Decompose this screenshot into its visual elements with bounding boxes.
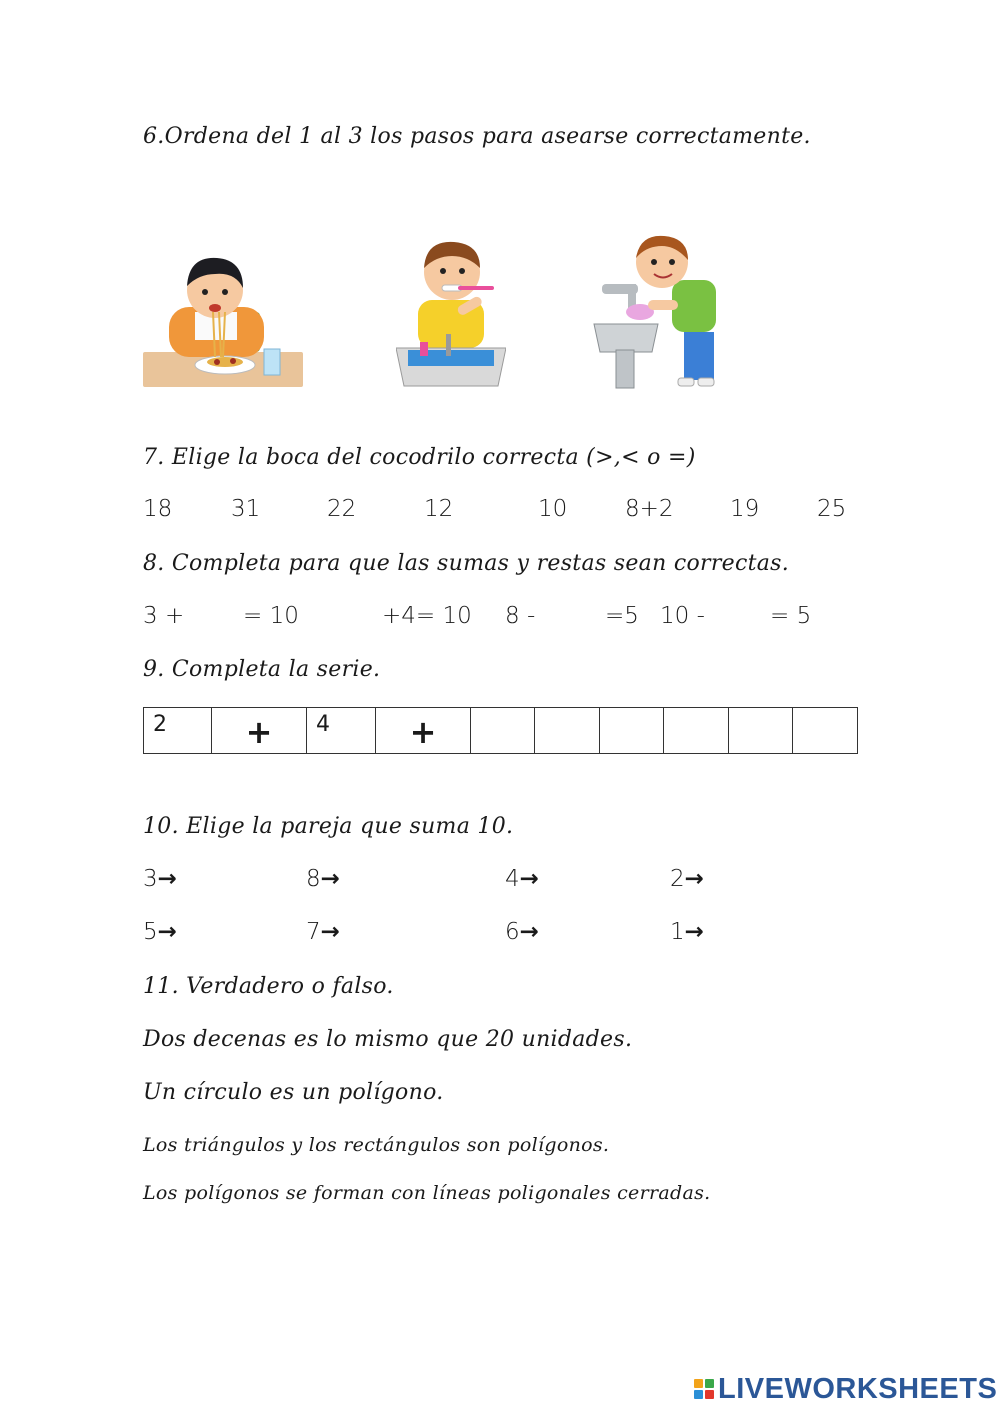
number-item: 22 bbox=[327, 496, 357, 522]
equation-part: =5 bbox=[605, 603, 639, 629]
statement: Los triángulos y los rectángulos son polígonos. bbox=[143, 1134, 610, 1156]
question-8-title: 8. Completa para que las sumas y restas sean correctas. bbox=[143, 551, 790, 576]
pair-item: 4→ bbox=[505, 866, 539, 892]
pair-item: 7→ bbox=[306, 919, 340, 945]
equation-part: 3 + bbox=[143, 603, 185, 629]
question-11-title: 11. Verdadero o falso. bbox=[143, 974, 394, 999]
arrow-right-icon: → bbox=[684, 919, 704, 945]
pair-item: 5→ bbox=[143, 919, 177, 945]
arrow-right-icon: → bbox=[157, 866, 177, 892]
arrow-right-icon: → bbox=[320, 919, 340, 945]
number-item: 31 bbox=[231, 496, 261, 522]
question-9-title: 9. Completa la serie. bbox=[143, 657, 381, 682]
number-item: 12 bbox=[424, 496, 454, 522]
equation-part: = 10 bbox=[243, 603, 299, 629]
logo-mark-icon bbox=[694, 1379, 714, 1399]
equation-part: +4= 10 bbox=[382, 603, 472, 629]
question-6-title: 6.Ordena del 1 al 3 los pasos para asearse correctamente. bbox=[143, 124, 811, 149]
number-item: 25 bbox=[817, 496, 847, 522]
pair-item: 3→ bbox=[143, 866, 177, 892]
series-cell[interactable] bbox=[600, 708, 664, 754]
statement: Los polígonos se forman con líneas poligonales cerradas. bbox=[143, 1182, 711, 1204]
series-cell[interactable] bbox=[664, 708, 729, 754]
boy-eating-icon bbox=[143, 252, 303, 388]
arrow-right-icon: → bbox=[519, 919, 539, 945]
series-cell[interactable]: + bbox=[212, 708, 307, 754]
number-item: 8+2 bbox=[625, 496, 674, 522]
series-table bbox=[143, 707, 858, 754]
arrow-right-icon: → bbox=[519, 866, 539, 892]
statement: Dos decenas es lo mismo que 20 unidades. bbox=[143, 1027, 633, 1052]
pair-item: 2→ bbox=[670, 866, 704, 892]
question-10-title: 10. Elige la pareja que suma 10. bbox=[143, 814, 514, 839]
equation-part: = 5 bbox=[770, 603, 812, 629]
liveworksheets-logo[interactable] bbox=[694, 1372, 997, 1406]
boy-washing-hands-icon bbox=[592, 232, 720, 390]
logo-text: LIVEWORKSHEETS bbox=[718, 1372, 998, 1405]
equation-part: 10 - bbox=[660, 603, 705, 629]
arrow-right-icon: → bbox=[320, 866, 340, 892]
number-item: 19 bbox=[730, 496, 760, 522]
arrow-right-icon: → bbox=[684, 866, 704, 892]
pair-item: 1→ bbox=[670, 919, 704, 945]
series-cell[interactable]: + bbox=[376, 708, 471, 754]
equation-part: 8 - bbox=[505, 603, 536, 629]
series-cell[interactable] bbox=[793, 708, 858, 754]
series-cell[interactable] bbox=[471, 708, 535, 754]
number-item: 10 bbox=[538, 496, 568, 522]
series-cell[interactable]: 2 bbox=[144, 708, 212, 754]
statement: Un círculo es un polígono. bbox=[143, 1080, 444, 1105]
arrow-right-icon: → bbox=[157, 919, 177, 945]
number-item: 18 bbox=[143, 496, 173, 522]
boy-brushing-teeth-icon bbox=[396, 238, 506, 390]
series-cell[interactable] bbox=[729, 708, 793, 754]
series-cell[interactable] bbox=[535, 708, 600, 754]
pair-item: 6→ bbox=[505, 919, 539, 945]
question-7-title: 7. Elige la boca del cocodrilo correcta (>,< o =) bbox=[143, 445, 696, 470]
pair-item: 8→ bbox=[306, 866, 340, 892]
series-cell[interactable]: 4 bbox=[307, 708, 376, 754]
